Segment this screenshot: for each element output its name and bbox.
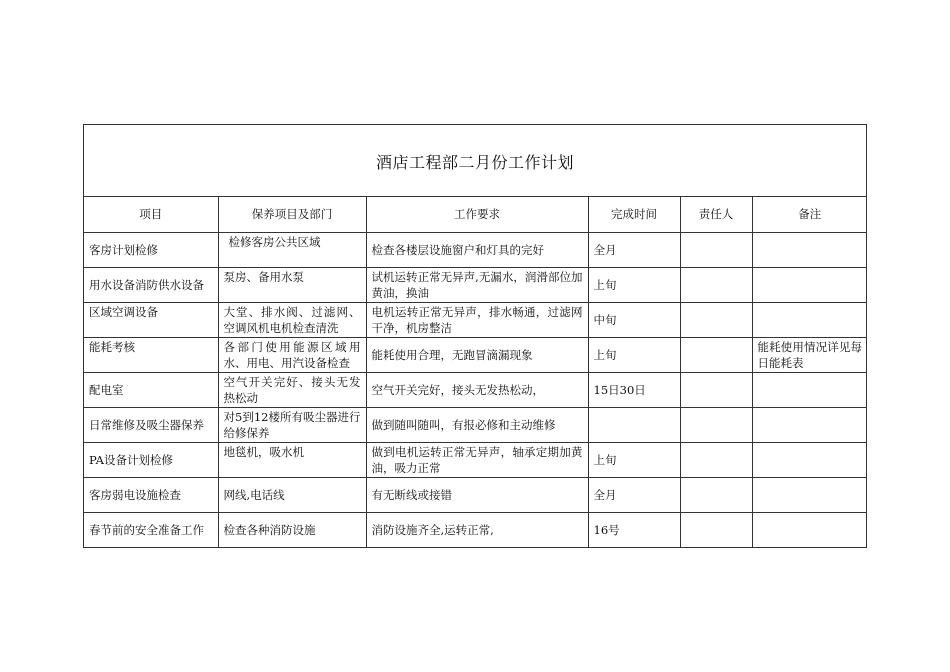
cell-owner (680, 407, 752, 442)
cell-owner (680, 512, 752, 547)
cell-note (752, 477, 867, 512)
cell-owner (680, 442, 752, 477)
title-row (84, 125, 866, 197)
table-row (84, 442, 867, 477)
cell-owner (680, 477, 752, 512)
column-header: 备注 (752, 197, 867, 232)
document-title: 酒店工程部二月份工作计划 (375, 153, 574, 172)
cell-time: 全月 (588, 232, 680, 267)
cell-requirement: 能耗使用合理，无跑冒滴漏现象 (366, 337, 588, 372)
cell-requirement: 检查各楼层设施窗户和灯具的完好 (366, 232, 588, 267)
cell-requirement: 试机运转正常无异声,无漏水，润滑部位加黄油，换油 (366, 267, 588, 302)
cell-requirement: 有无断线或接错 (366, 477, 588, 512)
cell-note (752, 302, 867, 337)
cell-item: 日常维修及吸尘器保养 (84, 407, 218, 442)
cell-time: 中旬 (588, 302, 680, 337)
column-header: 项目 (84, 197, 218, 232)
cell-item: 能耗考核 (84, 337, 218, 372)
cell-scope: 空气开关完好、接头无发热松动 (218, 372, 366, 407)
cell-scope: 地毯机，吸水机 (218, 442, 366, 477)
cell-owner (680, 337, 752, 372)
column-header: 工作要求 (366, 197, 588, 232)
table-header-row (84, 197, 867, 232)
table-row (84, 512, 867, 547)
cell-scope: 网线,电话线 (218, 477, 366, 512)
cell-note (752, 407, 867, 442)
cell-scope: 检查各种消防设施 (218, 512, 366, 547)
cell-scope: 检修客房公共区域 (218, 232, 366, 267)
cell-requirement: 空气开关完好，接头无发热松动， (366, 372, 588, 407)
table-row (84, 337, 867, 372)
cell-time: 上旬 (588, 442, 680, 477)
cell-requirement: 消防设施齐全,运转正常, (366, 512, 588, 547)
table-row (84, 477, 867, 512)
cell-owner (680, 267, 752, 302)
cell-item: 春节前的安全准备工作 (84, 512, 218, 547)
column-header: 保养项目及部门 (218, 197, 366, 232)
cell-note (752, 232, 867, 267)
work-plan-table (84, 197, 867, 547)
column-header: 完成时间 (588, 197, 680, 232)
table-row (84, 302, 867, 337)
cell-requirement: 电机运转正常无异声，排水畅通，过滤网干净，机房整洁 (366, 302, 588, 337)
cell-time (588, 407, 680, 442)
table-row (84, 267, 867, 302)
cell-requirement: 做到随叫随叫，有报必修和主动维修 (366, 407, 588, 442)
table-row (84, 372, 867, 407)
cell-note: 能耗使用情况详见每日能耗表 (752, 337, 867, 372)
column-header: 责任人 (680, 197, 752, 232)
cell-scope: 各部门使用能源区域用水、用电、用汽设备检查 (218, 337, 366, 372)
table-row (84, 232, 867, 267)
cell-scope: 大堂、排水阀、过滤网、空调风机电机检查清洗 (218, 302, 366, 337)
cell-note (752, 442, 867, 477)
cell-owner (680, 372, 752, 407)
cell-scope: 泵房、备用水泵 (218, 267, 366, 302)
cell-time: 15日30日 (588, 372, 680, 407)
cell-note (752, 512, 867, 547)
cell-item: 客房计划检修 (84, 232, 218, 267)
cell-owner (680, 302, 752, 337)
table-row (84, 407, 867, 442)
cell-note (752, 372, 867, 407)
cell-time: 上旬 (588, 267, 680, 302)
cell-time: 上旬 (588, 337, 680, 372)
cell-time: 16号 (588, 512, 680, 547)
cell-item: 配电室 (84, 372, 218, 407)
cell-item: 客房弱电设施检查 (84, 477, 218, 512)
cell-item: 用水设备消防供水设备 (84, 267, 218, 302)
cell-time: 全月 (588, 477, 680, 512)
cell-owner (680, 232, 752, 267)
cell-item: 区域空调设备 (84, 302, 218, 337)
cell-item: PA设备计划检修 (84, 442, 218, 477)
work-plan-sheet (83, 124, 867, 548)
cell-requirement: 做到电机运转正常无异声，轴承定期加黄油，吸力正常 (366, 442, 588, 477)
cell-note (752, 267, 867, 302)
cell-scope: 对5到12楼所有吸尘器进行给修保养 (218, 407, 366, 442)
